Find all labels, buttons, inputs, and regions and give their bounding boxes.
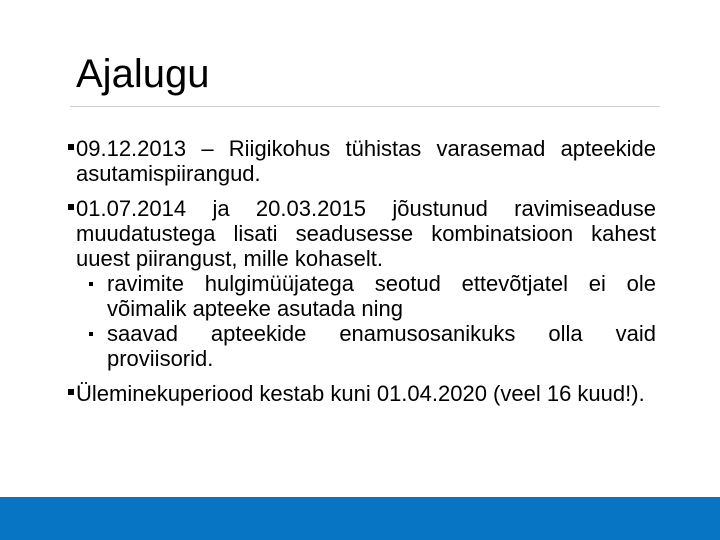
bullet-text: Üleminekuperiood kestab kuni 01.04.2020 (veel 16 kuud!). — [76, 381, 645, 406]
bullet-text: 09.12.2013 – Riigikohus tühistas varasemad apteekide asutamispiirangud. — [76, 136, 656, 186]
bullet-item — [65, 196, 656, 371]
sub-bullet-item — [65, 321, 656, 371]
bullet-text: 01.07.2014 ja 20.03.2015 jõustunud ravimiseaduse muudatustega lisati seadusesse kombinatsioon kahest uuest piirangust, mille kohaselt. — [76, 196, 656, 271]
square-bullet-icon — [68, 389, 74, 395]
footer-accent-bar — [0, 497, 720, 540]
sub-bullet-text: saavad apteekide enamusosanikuks olla vaid proviisorid. — [107, 321, 656, 371]
bullet-item — [65, 136, 656, 186]
sub-bullet-item — [65, 271, 656, 321]
slide-title: Ajalugu — [76, 52, 210, 96]
slide-content — [65, 136, 656, 416]
square-bullet-icon — [68, 144, 74, 150]
square-bullet-icon — [68, 204, 74, 210]
title-divider — [70, 106, 660, 107]
sub-bullet-text: ravimite hulgimüüjatega seotud ettevõtjatel ei ole võimalik apteeke asutada ning — [107, 271, 656, 321]
bullet-item — [65, 381, 656, 406]
small-square-bullet-icon — [89, 282, 93, 286]
small-square-bullet-icon — [89, 332, 93, 336]
